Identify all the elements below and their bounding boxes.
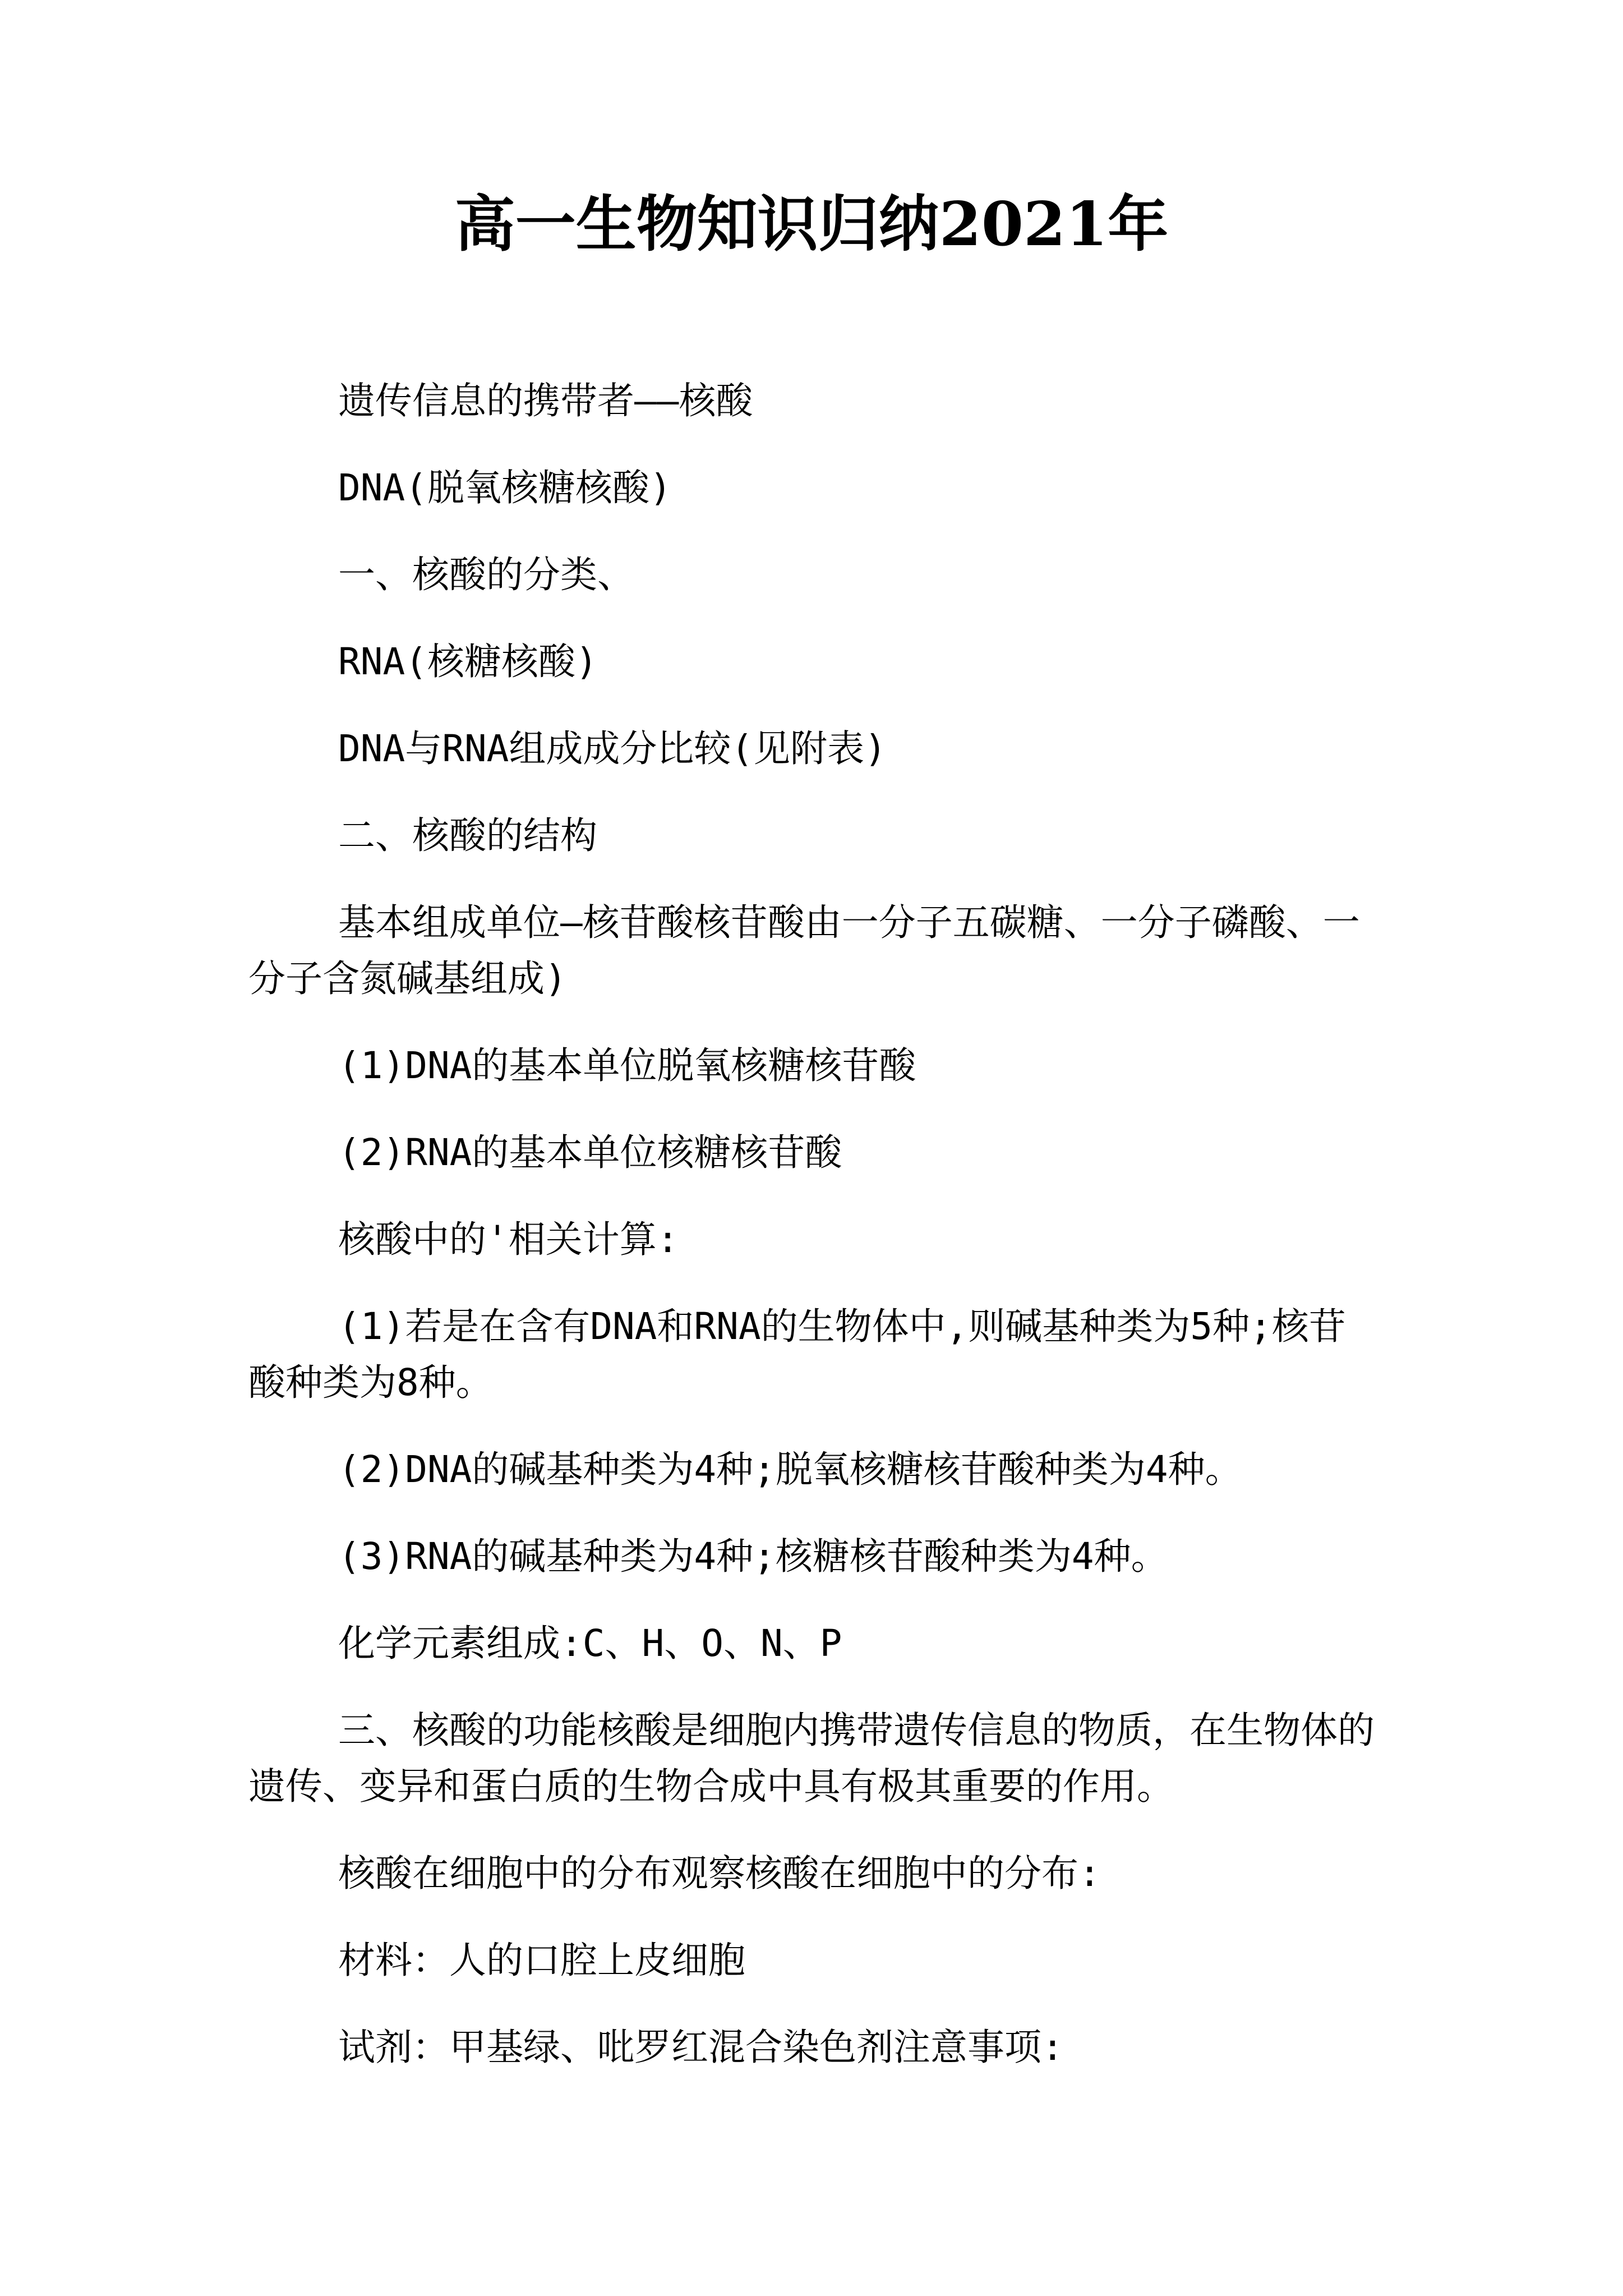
document-title: 高一生物知识归纳2021年 bbox=[454, 189, 1169, 260]
paragraph: 核酸在细胞中的分布观察核酸在细胞中的分布: bbox=[338, 1852, 1101, 1895]
paragraph: 基本组成单位—核苷酸核苷酸由一分子五碳糖、一分子磷酸、一分子含氮碱基组成) bbox=[248, 901, 1360, 1000]
paragraph: RNA(核糖核酸) bbox=[338, 640, 598, 683]
paragraph: 化学元素组成:C、H、O、N、P bbox=[338, 1622, 842, 1665]
paragraph: (1)若是在含有DNA和RNA的生物体中,则碱基种类为5种;核苷酸种类为8种。 bbox=[248, 1305, 1346, 1404]
paragraph: DNA与RNA组成成分比较(见附表) bbox=[338, 727, 887, 770]
paragraph: 遗传信息的携带者——核酸 bbox=[338, 379, 753, 422]
paragraph: 材料：人的口腔上皮细胞 bbox=[338, 1939, 745, 1982]
paragraph: 一、核酸的分类、 bbox=[338, 553, 634, 596]
paragraph: 核酸中的'相关计算: bbox=[338, 1218, 679, 1261]
paragraph: 三、核酸的功能核酸是细胞内携带遗传信息的物质，在生物体的遗传、变异和蛋白质的生物合成中具有极其重要的作用。 bbox=[248, 1709, 1375, 1808]
paragraph: (1)DNA的基本单位脱氧核糖核苷酸 bbox=[338, 1044, 916, 1087]
paragraph: (2)DNA的碱基种类为4种;脱氧核糖核苷酸种类为4种。 bbox=[338, 1448, 1242, 1491]
paragraph: (3)RNA的碱基种类为4种;核糖核苷酸种类为4种。 bbox=[338, 1535, 1168, 1578]
document-body bbox=[248, 373, 1376, 2106]
paragraph: (2)RNA的基本单位核糖核苷酸 bbox=[338, 1131, 842, 1174]
paragraph: DNA(脱氧核糖核酸) bbox=[338, 466, 672, 509]
paragraph: 试剂：甲基绿、吡罗红混合染色剂注意事项: bbox=[338, 2026, 1064, 2069]
paragraph: 二、核酸的结构 bbox=[338, 814, 597, 857]
